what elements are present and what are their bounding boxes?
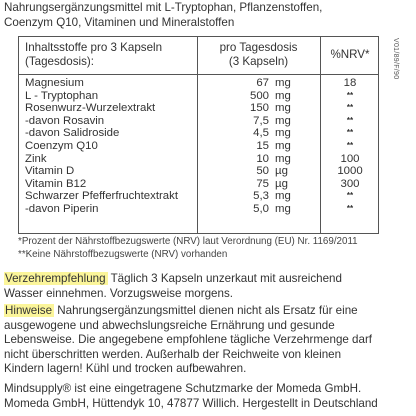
usage-text: Wasser einnehmen. Vorzugsweise morgens.	[4, 286, 233, 300]
notes-label: Hinweise	[5, 304, 53, 317]
nrv-value: 1000	[337, 165, 363, 178]
ingredient-name: Zink	[25, 152, 47, 165]
footnote-nrv: *Prozent der Nährstoffbezugswerte (NRV) laut Verordnung (EU) Nr. 1169/2011	[18, 236, 358, 247]
header-nrv: %NRV*	[330, 48, 370, 61]
dose-amount: 67	[256, 77, 269, 89]
dose-amount: 75	[256, 177, 269, 190]
dose-unit: mg	[275, 152, 291, 165]
footnote-no-nrv: **Keine Nährstoffbezugswerte (NRV) vorhanden	[18, 249, 228, 260]
usage-text: Täglich 3 Kapseln unzerkaut mit ausreichend	[110, 272, 342, 285]
dose-amount: 500	[249, 89, 269, 102]
nrv-value: **	[346, 128, 354, 138]
ingredient-name: Schwarzer Pfefferfruchtextrakt	[25, 190, 178, 203]
header-divider	[19, 74, 378, 75]
ingredient-name: Magnesium	[25, 77, 84, 89]
nrv-value: **	[346, 203, 354, 213]
header-text: (3 Kapseln)	[228, 55, 289, 68]
ingredient-name: -davon Piperin	[25, 202, 99, 215]
description-line: Coenzym Q10, Vitaminen und Mineralstoffen	[4, 15, 235, 29]
notes-text: Kindern lagern! Kühl und trocken aufbewahren.	[4, 362, 247, 376]
dose-unit: µg	[275, 165, 288, 178]
dose-unit: µg	[275, 177, 288, 190]
dose-amount: 5,0	[253, 202, 269, 215]
description-line: Nahrungsergänzungsmittel mit L-Tryptophan, Pflanzenstoffen,	[4, 1, 323, 14]
dose-amount: 15	[256, 139, 269, 152]
ingredient-name: L - Tryptophan	[25, 89, 99, 102]
table-row	[19, 127, 378, 140]
ingredient-name: -davon Rosavin	[25, 114, 105, 127]
header-text: (Tagesdosis):	[25, 55, 94, 68]
header-ingredient	[25, 41, 195, 69]
dose-amount: 10	[256, 152, 269, 165]
dose-unit: mg	[275, 139, 291, 152]
header-text: Inhaltsstoffe pro 3 Kapseln	[25, 41, 163, 54]
table-row	[19, 115, 378, 128]
dose-unit: mg	[275, 77, 291, 89]
table-row	[19, 77, 378, 90]
nutrition-table	[18, 36, 379, 234]
notes-text: Nahrungsergänzungsmittel dienen nicht als Ersatz für eine	[57, 304, 358, 317]
table-row	[19, 102, 378, 115]
usage-section	[4, 272, 412, 301]
product-description	[4, 1, 404, 30]
dose-unit: mg	[275, 102, 291, 115]
usage-label: Verzehrempfehlung	[5, 272, 106, 285]
dose-unit: mg	[275, 89, 291, 102]
nrv-value: 100	[340, 152, 360, 165]
dose-unit: mg	[275, 202, 291, 215]
ingredient-name: Vitamin D	[25, 165, 75, 178]
nrv-value: **	[346, 115, 354, 125]
header-dose	[197, 41, 320, 69]
table-row	[19, 190, 378, 203]
dose-amount: 5,3	[253, 190, 269, 203]
table-row	[19, 153, 378, 166]
address-text: Momeda GmbH, Hüttendyk 10, 47877 Willich. Hergestellt in Deutschland	[4, 396, 378, 410]
nrv-value: **	[346, 90, 354, 100]
table-body	[19, 77, 378, 216]
table-row	[19, 140, 378, 153]
trademark-section	[4, 382, 412, 411]
dose-amount: 50	[256, 165, 269, 178]
table-row	[19, 90, 378, 103]
ingredient-name: -davon Salidroside	[25, 127, 120, 140]
nrv-value: 300	[340, 177, 360, 190]
nrv-value: 18	[343, 77, 357, 89]
notes-section	[4, 304, 412, 377]
table-row	[19, 203, 378, 216]
header-text: pro Tagesdosis	[219, 41, 298, 54]
dose-unit: mg	[275, 127, 291, 140]
nrv-value: **	[346, 140, 354, 150]
dose-amount: 7,5	[253, 114, 269, 127]
dose-amount: 150	[249, 102, 269, 115]
ingredient-name: Coenzym Q10	[25, 139, 98, 152]
ingredient-name: Vitamin B12	[25, 177, 87, 190]
notes-text: nicht überschritten werden. Außerhalb der Reichweite von kleinen	[4, 347, 342, 361]
ingredient-name: Rosenwurz-Wurzelextrakt	[25, 102, 156, 115]
trademark-text: Mindsupply® ist eine eingetragene Schutzmarke der Momeda GmbH.	[4, 382, 362, 395]
nrv-value: **	[346, 103, 354, 113]
table-row	[19, 165, 378, 178]
table-row	[19, 178, 378, 191]
notes-text: Lebensweise. Die angegebene empfohlene tägliche Verzehrmenge darf	[4, 333, 373, 347]
dose-unit: mg	[275, 114, 291, 127]
nrv-value: **	[346, 191, 354, 201]
dose-unit: mg	[275, 190, 291, 203]
product-code: V01/89/F/90	[392, 38, 399, 80]
notes-text: ausgewogene und abwechslungsreiche Ernährung und gesunde	[4, 318, 335, 332]
dose-amount: 4,5	[253, 127, 269, 140]
